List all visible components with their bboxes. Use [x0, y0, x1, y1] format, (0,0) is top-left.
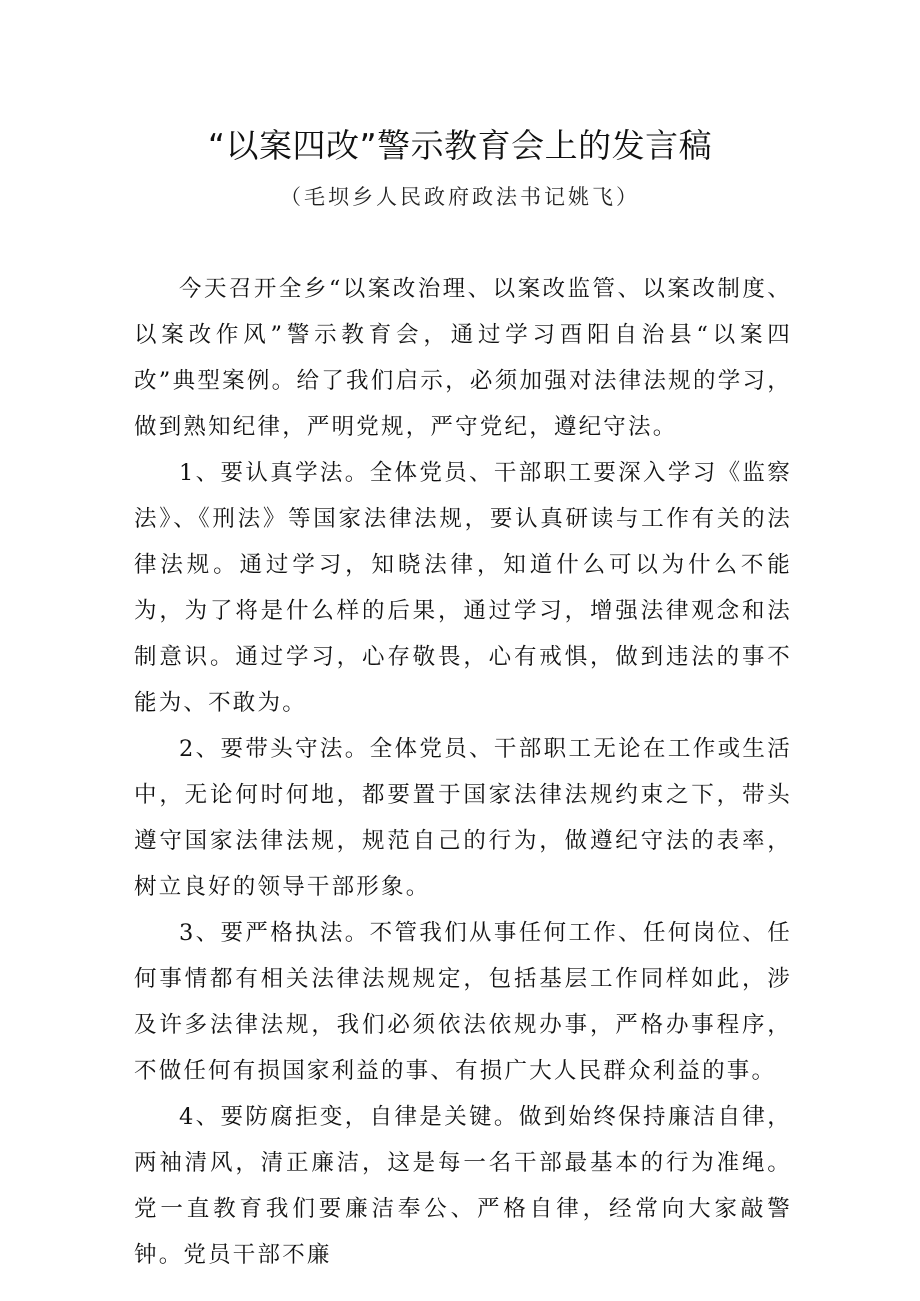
paragraph-point-1: 1、要认真学法。全体党员、干部职工要深入学习《监察法》、《刑法》等国家法律法规，要认真研读与工作有关的法律法规。通过学习，知晓法律，知道什么可以为什么不能为，为了将是什么样的后果，通过学习，增强法律观念和法制意识。通过学习，心存敬畏，心有戒惧，做到违法的事不能为、不敢为。	[134, 460, 792, 716]
paragraph-point-4: 4、要防腐拒变，自律是关键。做到始终保持廉洁自律，两袖清风，清正廉洁，这是每一名干部最基本的行为准绳。党一直教育我们要廉洁奉公、严格自律，经常向大家敲警钟。党员干部不廉	[134, 1104, 792, 1268]
document-title: “以案四改”警示教育会上的发言稿	[207, 126, 713, 165]
paragraph-point-2: 2、要带头守法。全体党员、干部职工无论在工作或生活中，无论何时何地，都要置于国家法律法规约束之下，带头遵守国家法律法规，规范自己的行为，做遵纪守法的表率，树立良好的领导干部形象。	[134, 736, 792, 900]
document-body	[134, 266, 792, 1278]
paragraph-point-3: 3、要严格执法。不管我们从事任何工作、任何岗位、任何事情都有相关法律法规规定，包括基层工作同样如此，涉及许多法律法规，我们必须依法依规办事，严格办事程序，不做任何有损国家利益的事、有损广大人民群众利益的事。	[134, 920, 792, 1084]
paragraph-intro: 今天召开全乡“以案改治理、以案改监管、以案改制度、以案改作风”警示教育会，通过学习酉阳自治县“以案四改”典型案例。给了我们启示，必须加强对法律法规的学习，做到熟知纪律，严明党规，严守党纪，遵纪守法。	[134, 276, 792, 440]
document-subtitle: （毛坝乡人民政府政法书记姚飞）	[280, 185, 640, 209]
